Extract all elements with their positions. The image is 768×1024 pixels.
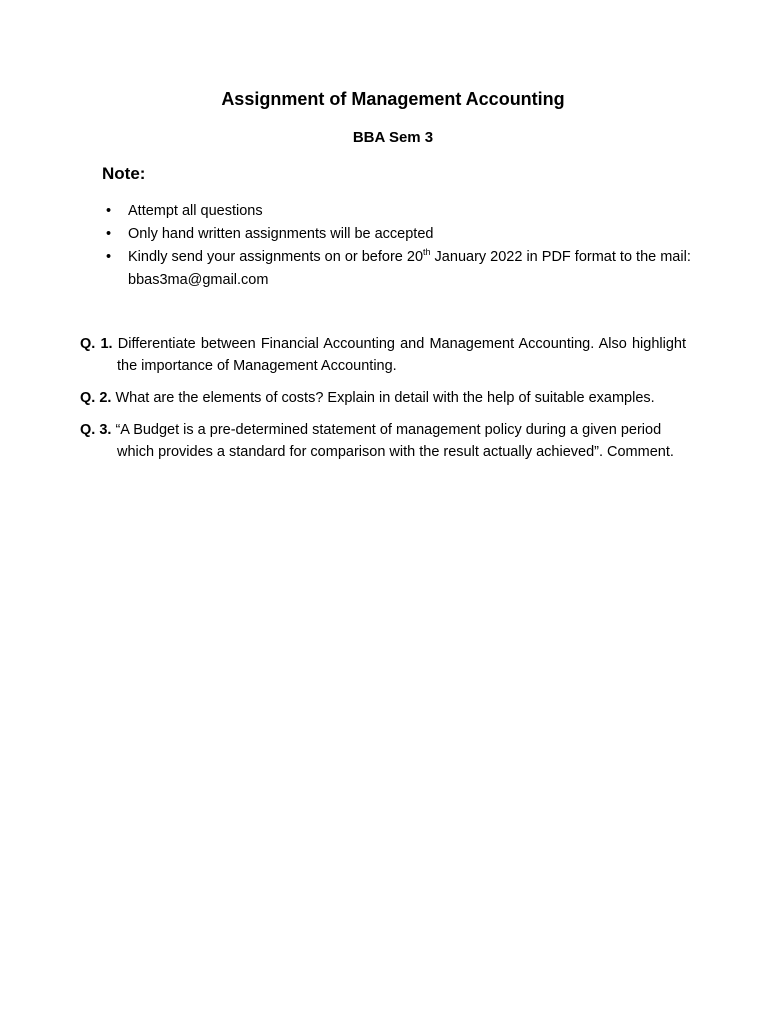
question-text: What are the elements of costs? Explain in detail with the help of suitable examples.: [115, 390, 655, 406]
bullet-icon: •: [106, 226, 112, 242]
note-item-text-after: January 2022 in PDF format to the mail: bbas3ma@gmail.com: [128, 249, 691, 288]
bullet-icon: •: [106, 203, 112, 219]
note-item: [106, 200, 691, 223]
question-text: Differentiate between Financial Accounting and Management Accounting. Also highlight the importance of Management Accounting.: [117, 336, 687, 374]
bullet-icon: •: [106, 249, 112, 265]
note-item-text: Attempt all questions: [128, 203, 263, 219]
date-superscript: th: [423, 247, 431, 258]
note-item: [106, 246, 691, 292]
note-item-text: Only hand written assignments will be accepted: [128, 226, 434, 242]
question-item: [80, 419, 686, 463]
note-item-text-before: Kindly send your assignments on or before 20: [128, 249, 424, 265]
question-item: [80, 333, 686, 377]
question-text: “A Budget is a pre-determined statement of management policy during a given period which provides a standard for comparison with the result actually achieved”. Comment.: [115, 422, 674, 460]
note-list: [106, 200, 691, 292]
question-number: Q. 3.: [80, 422, 112, 438]
question-list: [80, 333, 686, 473]
question-number: Q. 2.: [80, 390, 112, 406]
note-heading: Note:: [102, 164, 146, 183]
document-subtitle: BBA Sem 3: [352, 129, 434, 146]
question-item: [80, 387, 686, 409]
note-item: [106, 223, 691, 246]
question-number: Q. 1.: [80, 336, 113, 352]
document-title: Assignment of Management Accounting: [221, 89, 565, 109]
